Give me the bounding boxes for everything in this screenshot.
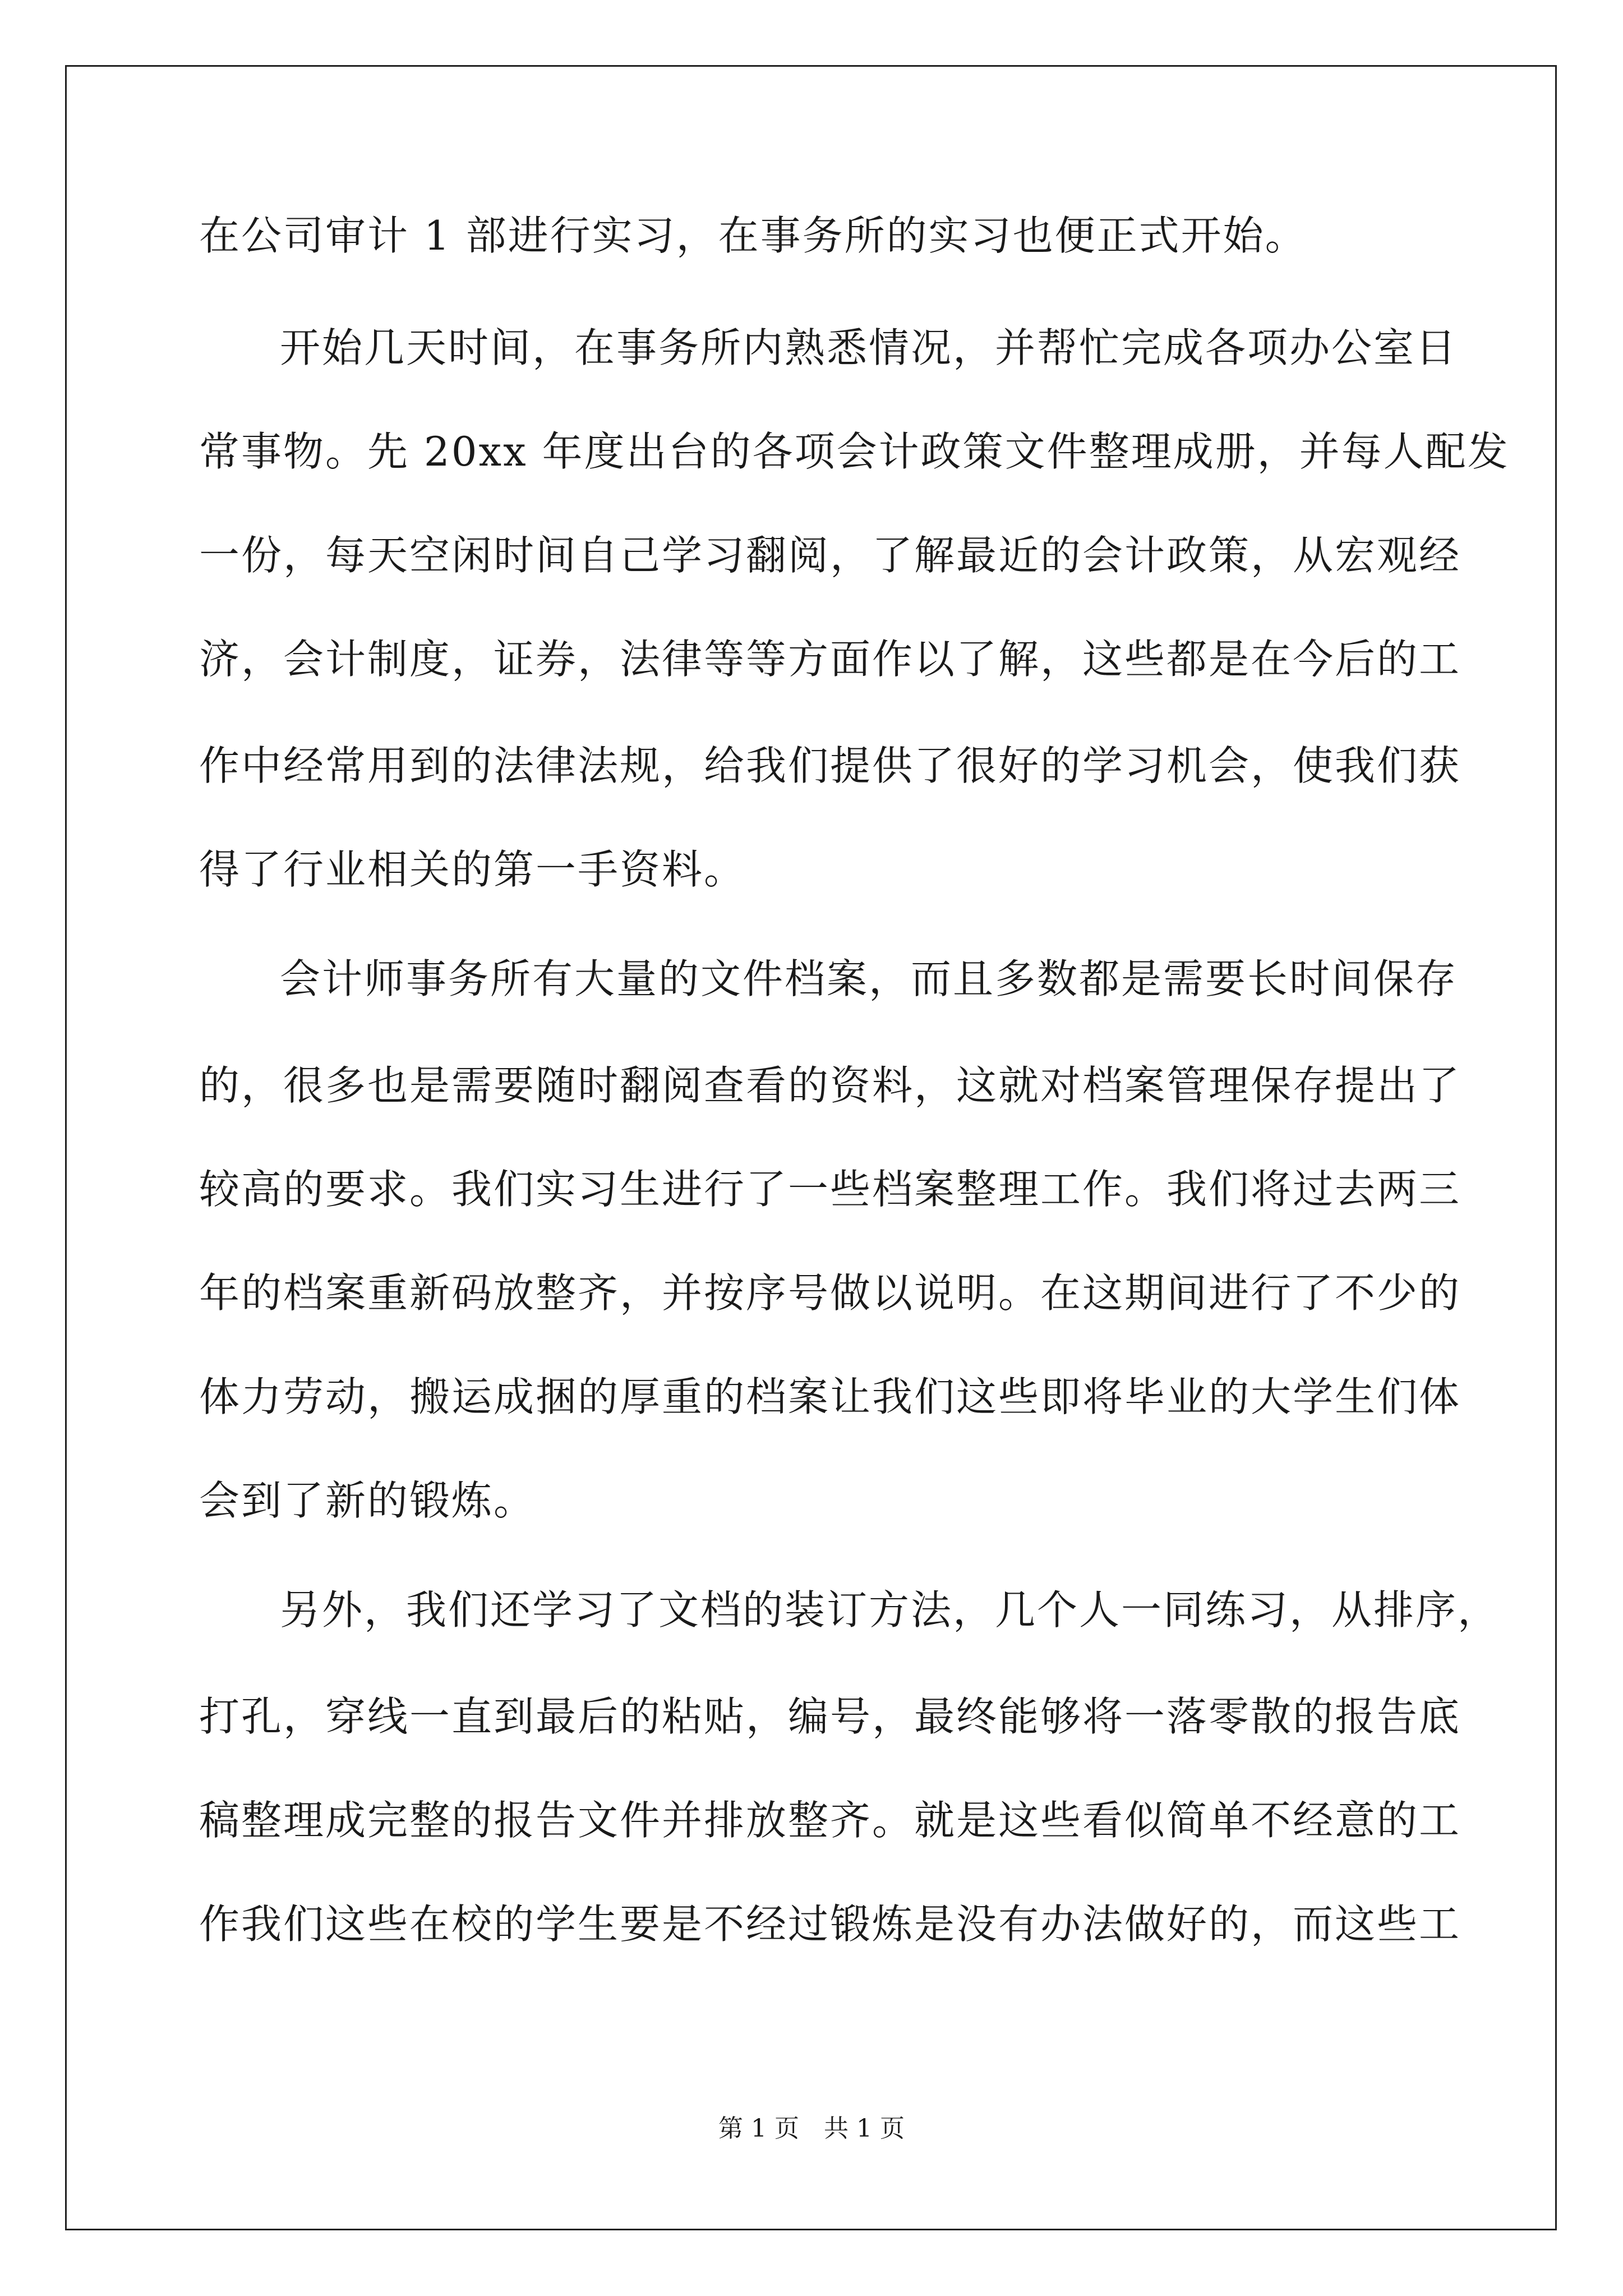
text-line: 的，很多也是需要随时翻阅查看的资料，这就对档案管理保存提出了: [199, 1062, 1461, 1109]
paragraph-start-line: 另外，我们还学习了文档的装订方法，几个人一同练习，从排序，: [280, 1586, 1500, 1634]
text-line: 常事物。先 20xx 年度出台的各项会计政策文件整理成册，并每人配发: [199, 428, 1510, 475]
page-footer: 第 1 页 共 1 页: [718, 2114, 905, 2143]
text-line: 打孔，穿线一直到最后的粘贴，编号，最终能够将一落零散的报告底: [199, 1693, 1461, 1740]
text-line: 较高的要求。我们实习生进行了一些档案整理工作。我们将过去两三: [199, 1166, 1461, 1213]
text-line: 得了行业相关的第一手资料。: [199, 846, 746, 893]
text-line: 在公司审计 1 部进行实习，在事务所的实习也便正式开始。: [199, 212, 1307, 259]
text-line: 济，会计制度，证券，法律等等方面作以了解，这些都是在今后的工: [199, 636, 1461, 683]
text-line: 稿整理成完整的报告文件并排放整齐。就是这些看似简单不经意的工: [199, 1797, 1461, 1844]
text-line: 一份，每天空闲时间自己学习翻阅，了解最近的会计政策，从宏观经: [199, 532, 1461, 579]
paragraph-start-line: 开始几天时间，在事务所内熟悉情况，并帮忙完成各项办公室日: [280, 324, 1458, 371]
text-line: 作中经常用到的法律法规，给我们提供了很好的学习机会，使我们获: [199, 742, 1461, 789]
paragraph-start-line: 会计师事务所有大量的文件档案，而且多数都是需要长时间保存: [280, 955, 1458, 1002]
text-line: 年的档案重新码放整齐，并按序号做以说明。在这期间进行了不少的: [199, 1269, 1461, 1317]
text-line: 作我们这些在校的学生要是不经过锻炼是没有办法做好的，而这些工: [199, 1901, 1461, 1948]
text-line: 会到了新的锻炼。: [199, 1477, 536, 1524]
text-line: 体力劳动，搬运成捆的厚重的档案让我们这些即将毕业的大学生们体: [199, 1373, 1461, 1420]
